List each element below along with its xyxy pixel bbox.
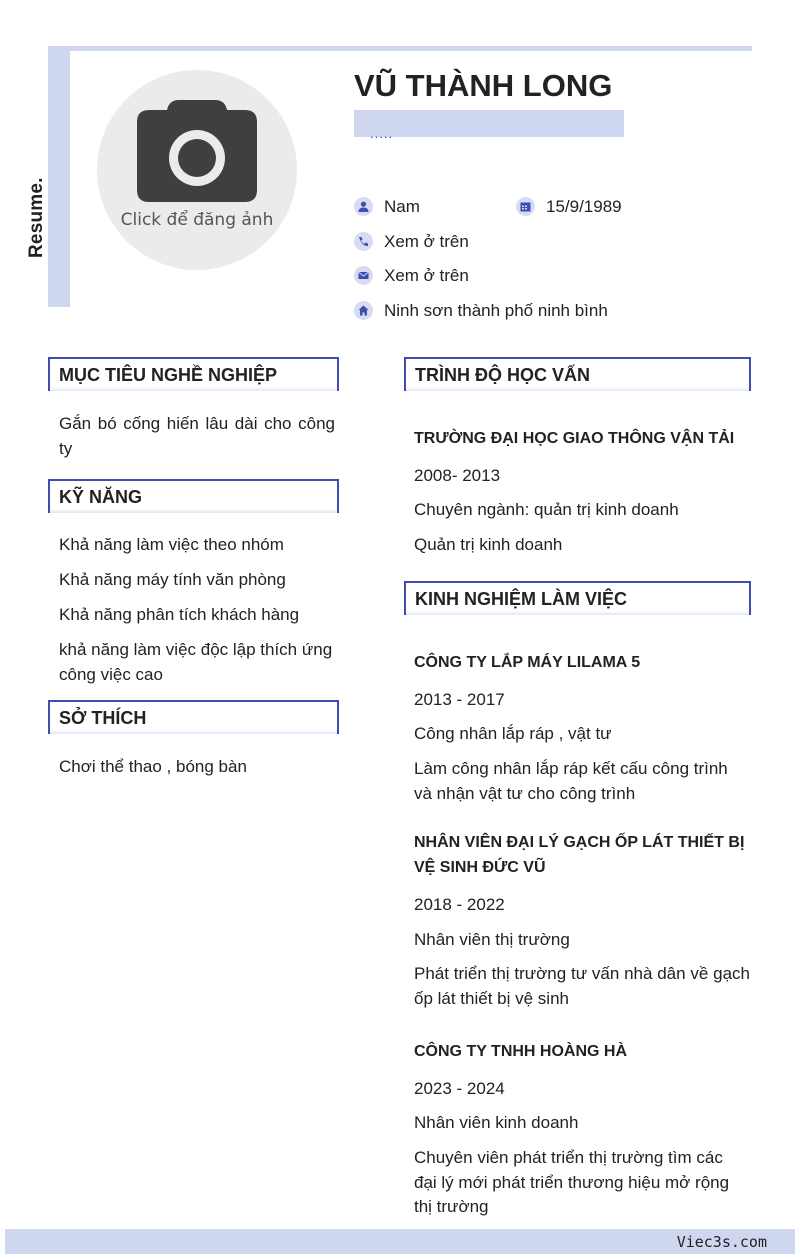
- photo-caption: Click để đăng ảnh: [120, 210, 274, 230]
- home-icon: [354, 301, 373, 320]
- job-title-field[interactable]: [354, 110, 624, 137]
- job-company: CÔNG TY TNHH HOÀNG HÀ: [414, 1043, 628, 1060]
- footer-bar: [5, 1229, 795, 1254]
- job-years: 2023 - 2024: [414, 1079, 505, 1098]
- photo-upload[interactable]: [97, 70, 297, 270]
- skill-item: Khả năng làm việc theo nhóm: [59, 535, 284, 554]
- side-accent-strip: [48, 46, 70, 307]
- birthdate-value: 15/9/1989: [546, 197, 622, 216]
- job-desc: Làm công nhân lắp ráp kết cấu công trình và nhận vật tư cho công trình: [414, 759, 728, 803]
- skills-section-header: [48, 479, 339, 513]
- top-accent-rule: [48, 46, 752, 51]
- education-desc: Quản trị kinh doanh: [414, 535, 563, 554]
- job-title-placeholder: .....: [370, 126, 394, 141]
- school-name: TRƯỜNG ĐẠI HỌC GIAO THÔNG VẬN TẢI: [414, 430, 735, 447]
- user-icon: [354, 197, 373, 216]
- education-major: Chuyên ngành: quản trị kinh doanh: [414, 500, 679, 519]
- phone-icon: [354, 232, 373, 251]
- candidate-name: VŨ THÀNH LONG: [354, 68, 613, 103]
- envelope-icon: [354, 266, 373, 285]
- experience-section-header: [404, 581, 751, 615]
- skills-title: KỸ NĂNG: [59, 487, 143, 507]
- objective-section-header: [48, 357, 339, 391]
- camera-icon: [137, 98, 257, 202]
- phone-value: Xem ở trên: [384, 232, 469, 251]
- job-role: Nhân viên thị trường: [414, 930, 570, 949]
- job-company: NHÂN VIÊN ĐẠI LÝ GẠCH ỐP LÁT THIẾT BỊ VỆ SINH ĐỨC VŨ: [414, 834, 745, 876]
- hobbies-title: SỞ THÍCH: [59, 708, 147, 728]
- calendar-icon: [516, 197, 535, 216]
- education-title: TRÌNH ĐỘ HỌC VẤN: [415, 365, 590, 385]
- objective-text: Gắn bó cống hiến lâu dài cho công ty: [59, 414, 335, 458]
- job-years: 2018 - 2022: [414, 895, 505, 914]
- address-value: Ninh sơn thành phố ninh bình: [384, 301, 608, 320]
- objective-title: MỤC TIÊU NGHỀ NGHIỆP: [59, 365, 278, 385]
- education-years: 2008- 2013: [414, 466, 501, 485]
- job-years: 2013 - 2017: [414, 690, 505, 709]
- resume-label: Resume.: [26, 177, 47, 258]
- skill-item: Khả năng máy tính văn phòng: [59, 570, 286, 589]
- job-desc: Chuyên viên phát triển thị trường tìm các đại lý mới phát triển thương hiệu mở rộng thị trường: [414, 1148, 730, 1216]
- email-value: Xem ở trên: [384, 266, 469, 285]
- skill-item: Khả năng phân tích khách hàng: [59, 605, 300, 624]
- job-role: Công nhân lắp ráp , vật tư: [414, 724, 612, 743]
- skill-item: khả năng làm việc độc lập thích ứng công việc cao: [59, 640, 333, 684]
- hobbies-text: Chơi thể thao , bóng bàn: [59, 757, 247, 776]
- education-section-header: [404, 357, 751, 391]
- experience-title: KINH NGHIỆM LÀM VIỆC: [415, 589, 628, 609]
- gender-value: Nam: [384, 197, 420, 216]
- footer-brand[interactable]: Viec3s.com: [676, 1233, 767, 1251]
- job-role: Nhân viên kinh doanh: [414, 1113, 579, 1132]
- hobbies-section-header: [48, 700, 339, 734]
- job-company: CÔNG TY LẮP MÁY LILAMA 5: [414, 654, 641, 671]
- job-desc: Phát triển thị trường tư vấn nhà dân về gạch ốp lát thiết bị vệ sinh: [414, 964, 750, 1008]
